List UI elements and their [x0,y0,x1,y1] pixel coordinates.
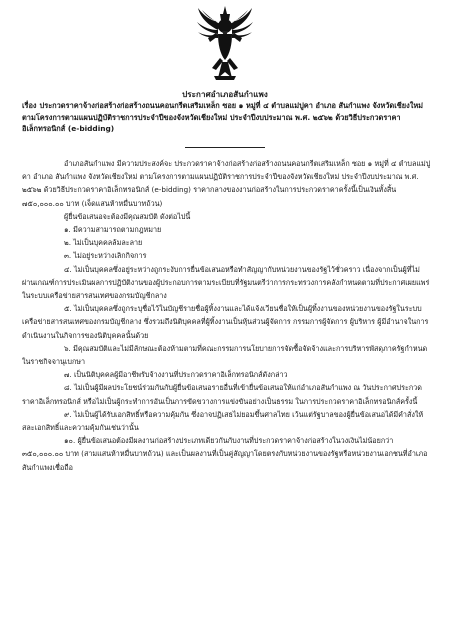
heading-divider [185,147,265,148]
announcement-body [22,157,432,474]
qualifications-intro: ผู้ยื่นข้อเสนอจะต้องมีคุณสมบัติ ดังต่อไปนี้ [64,211,191,221]
condition-item: ๖. มีคุณสมบัติและไม่มีลักษณะต้องห้ามตามที่คณะกรรมการนโยบายการจัดซื้อจัดจ้างและการบริหารพัสดุภาครัฐกำหนดในราชกิจจานุเบกษา [22,343,428,367]
subject-text: ประกวดราคาจ้างก่อสร้างก่อสร้างถนนคอนกรีตเสริมเหล็ก ซอย ๑ หมู่ที่ ๔ ตำบลแม่ปูคา อำเภอ สันกำแพง จังหวัดเชียงใหม่ ตามโครงการตามแผนปฏิบัติราชการประจำปีของจังหวัดเชียงใหม่ ประจำปีงบประมาณ พ.ศ. ๒๕๖๒ ด้วยวิธีประกวดราคาอิเล็กทรอนิกส์ (e-bidding) [22,101,424,134]
subject-heading [22,100,432,135]
intro-paragraph: อำเภอสันกำแพง มีความประสงค์จะ ประกวดราคาจ้างก่อสร้างก่อสร้างถนนคอนกรีตเสริมเหล็ก ซอย ๑ หมู่ที่ ๔ ตำบลแม่ปูคา อำเภอ สันกำแพง จังหวัดเชียงใหม่ ตามโครงการตามแผนปฏิบัติราชการประจำปีของจังหวัดเชียงใหม่ ประจำปีงบประมาณ พ.ศ. ๒๕๖๒ ด้วยวิธีประกวดราคาอิเล็กทรอนิกส์ (e-bidding) ราคากลางของงานก่อสร้างในการประกวดราคาครั้งนี้เป็นเงินทั้งสิ้น ๗๕๐,๐๐๐.๐๐ บาท (เจ็ดแสนห้าหมื่นบาทถ้วน) [22,159,431,208]
condition-item: ๓. ไม่อยู่ระหว่างเลิกกิจการ [64,251,147,261]
condition-item: ๑๐. ผู้ยื่นข้อเสนอต้องมีผลงานก่อสร้างประเภทเดียวกันกับงานที่ประกวดราคาจ้างก่อสร้างในวงเงินไม่น้อยกว่า ๓๕๐,๐๐๐.๐๐ บาท (สามแสนห้าหมื่นบาทถ้วน) และเป็นผลงานที่เป็นคู่สัญญาโดยตรงกับหน่วยงานของรัฐหรือหน่วยงานเอกชนที่อำเภอสันกำแพงเชื่อถือ [22,436,428,472]
subject-label: เรื่อง [22,101,37,110]
condition-item: ๕. ไม่เป็นบุคคลซึ่งถูกระบุชื่อไว้ในบัญชีรายชื่อผู้ทิ้งงานและได้แจ้งเวียนชื่อให้เป็นผู้ทิ้งงานของหน่วยงานของรัฐในระบบเครือข่ายสารสนเทศของกรมบัญชีกลาง ซึ่งรวมถึงนิติบุคคลที่ผู้ทิ้งงานเป็นหุ้นส่วนผู้จัดการ กรรมการผู้จัดการ ผู้บริหาร ผู้มีอำนาจในการดำเนินงานในกิจการของนิติบุคคลนั้นด้วย [22,304,429,340]
office-title: ประกาศอำเภอสันกำแพง [182,90,268,99]
condition-item: ๒. ไม่เป็นบุคคลล้มละลาย [64,238,143,248]
garuda-emblem-icon [196,4,254,84]
condition-item: ๘. ไม่เป็นผู้มีผลประโยชน์ร่วมกันกับผู้ยื่นข้อเสนอรายอื่นที่เข้ายื่นข้อเสนอให้แก่อำเภอสันกำแพง ณ วันประกาศประกวดราคาอิเล็กทรอนิกส์ หรือไม่เป็นผู้กระทำการอันเป็นการขัดขวางการแข่งขันอย่างเป็นธรรม ในการประกวดราคาอิเล็กทรอนิกส์ครั้งนี้ [22,383,422,406]
condition-item: ๔. ไม่เป็นบุคคลซึ่งอยู่ระหว่างถูกระงับการยื่นข้อเสนอหรือทำสัญญากับหน่วยงานของรัฐไว้ชั่วคราว เนื่องจากเป็นผู้ที่ไม่ผ่านเกณฑ์การประเมินผลการปฏิบัติงานของผู้ประกอบการตามระเบียบที่รัฐมนตรีว่าการกระทรวงการคลังกำหนดตามที่ประกาศเผยแพร่ในระบบเครือข่ายสารสนเทศของกรมบัญชีกลาง [22,264,430,301]
condition-item: ๗. เป็นนิติบุคคลผู้มีอาชีพรับจ้างงานที่ประกวดราคาอิเล็กทรอนิกส์ดังกล่าว [64,370,288,380]
condition-item: ๙. ไม่เป็นผู้ได้รับเอกสิทธิ์หรือความคุ้มกัน ซึ่งอาจปฏิเสธไม่ยอมขึ้นศาลไทย เว้นแต่รัฐบาลของผู้ยื่นข้อเสนอได้มีคำสั่งให้สละเอกสิทธิ์และความคุ้มกันเช่นว่านั้น [22,409,424,433]
condition-item: ๑. มีความสามารถตามกฎหมาย [64,225,162,235]
